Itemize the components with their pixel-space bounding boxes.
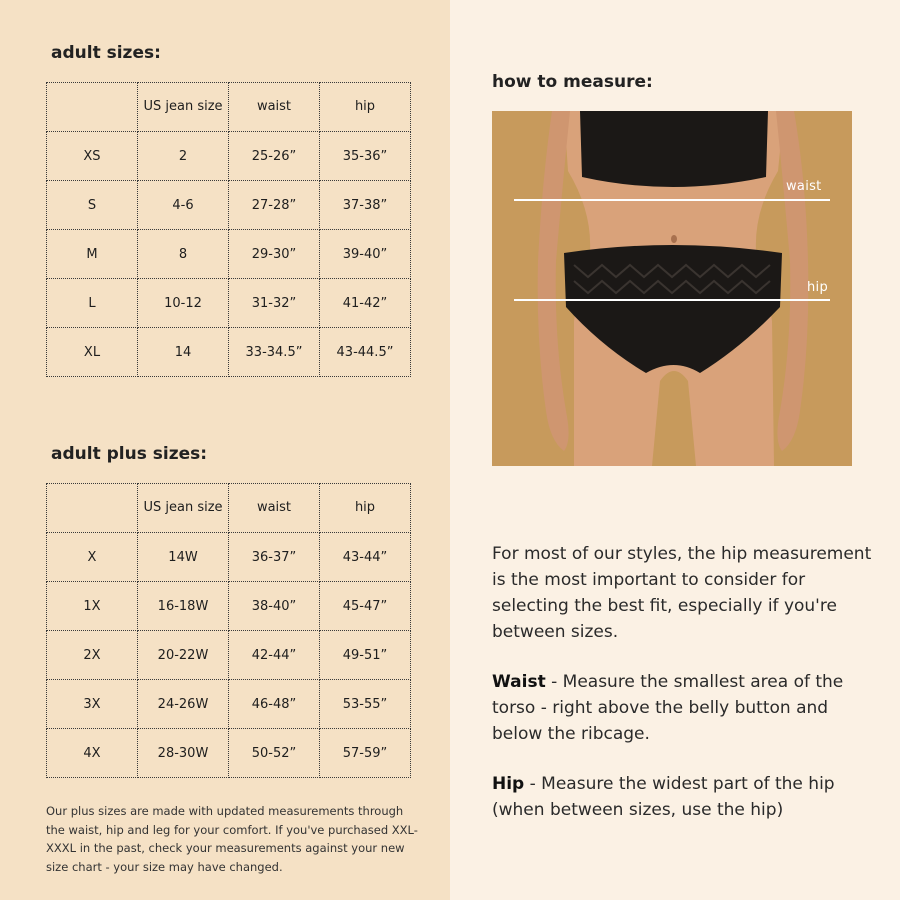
waist-cell: 31-32” bbox=[229, 279, 320, 328]
header-cell-hip: hip bbox=[320, 484, 411, 533]
size-cell: 4X bbox=[47, 729, 138, 778]
waist-cell: 46-48” bbox=[229, 680, 320, 729]
waist-cell: 27-28” bbox=[229, 181, 320, 230]
table-row bbox=[47, 680, 411, 729]
table-header-row bbox=[47, 484, 411, 533]
table-row bbox=[47, 181, 411, 230]
hip-instruction bbox=[492, 771, 872, 823]
header-cell-size bbox=[47, 83, 138, 132]
waist-cell: 50-52” bbox=[229, 729, 320, 778]
hip-cell: 39-40” bbox=[320, 230, 411, 279]
size-cell: XS bbox=[47, 132, 138, 181]
hip-cell: 41-42” bbox=[320, 279, 411, 328]
hip-cell: 45-47” bbox=[320, 582, 411, 631]
jean-size-cell: 14 bbox=[138, 328, 229, 377]
hip-cell: 43-44.5” bbox=[320, 328, 411, 377]
plus-size-footnote: Our plus sizes are made with updated measurements through the waist, hip and leg for your comfort. If you've purchased XXL-XXXL in the past, check your measurements against your new size chart - your size may have changed. bbox=[46, 804, 418, 874]
jean-size-cell: 10-12 bbox=[138, 279, 229, 328]
hip-measure-line bbox=[514, 299, 830, 301]
size-cell: M bbox=[47, 230, 138, 279]
waist-cell: 38-40” bbox=[229, 582, 320, 631]
hip-cell: 53-55” bbox=[320, 680, 411, 729]
plus-size-table bbox=[46, 483, 411, 778]
hip-description: - Measure the widest part of the hip (when between sizes, use the hip) bbox=[492, 774, 835, 820]
size-cell: X bbox=[47, 533, 138, 582]
header-cell-jean-size: US jean size bbox=[138, 484, 229, 533]
hip-cell: 57-59” bbox=[320, 729, 411, 778]
hip-cell: 43-44” bbox=[320, 533, 411, 582]
size-cell: 3X bbox=[47, 680, 138, 729]
table-row bbox=[47, 631, 411, 680]
header-cell-waist: waist bbox=[229, 484, 320, 533]
measurement-photo bbox=[492, 111, 852, 466]
header-cell-waist: waist bbox=[229, 83, 320, 132]
size-cell: S bbox=[47, 181, 138, 230]
waist-cell: 29-30” bbox=[229, 230, 320, 279]
hip-label: hip bbox=[807, 280, 829, 295]
jean-size-cell: 2 bbox=[138, 132, 229, 181]
plus-sizes-title: adult plus sizes: bbox=[51, 444, 208, 464]
model-figure-illustration bbox=[492, 111, 852, 466]
jean-size-cell: 4-6 bbox=[138, 181, 229, 230]
table-row bbox=[47, 729, 411, 778]
table-row bbox=[47, 279, 411, 328]
waist-instruction bbox=[492, 669, 872, 747]
waist-description: - Measure the smallest area of the torso - right above the belly button and below the ribcage. bbox=[492, 672, 844, 744]
waist-cell: 42-44” bbox=[229, 631, 320, 680]
jean-size-cell: 16-18W bbox=[138, 582, 229, 631]
jean-size-cell: 20-22W bbox=[138, 631, 229, 680]
jean-size-cell: 14W bbox=[138, 533, 229, 582]
header-cell-size bbox=[47, 484, 138, 533]
waist-label: waist bbox=[786, 179, 822, 194]
header-cell-jean-size: US jean size bbox=[138, 83, 229, 132]
hip-cell: 49-51” bbox=[320, 631, 411, 680]
table-row bbox=[47, 230, 411, 279]
table-row bbox=[47, 328, 411, 377]
size-cell: XL bbox=[47, 328, 138, 377]
waist-term: Waist bbox=[492, 672, 546, 692]
size-cell: 1X bbox=[47, 582, 138, 631]
hip-cell: 35-36” bbox=[320, 132, 411, 181]
waist-cell: 25-26” bbox=[229, 132, 320, 181]
size-cell: 2X bbox=[47, 631, 138, 680]
adult-sizes-title: adult sizes: bbox=[51, 43, 161, 63]
hip-cell: 37-38” bbox=[320, 181, 411, 230]
size-cell: L bbox=[47, 279, 138, 328]
table-header-row bbox=[47, 83, 411, 132]
jean-size-cell: 28-30W bbox=[138, 729, 229, 778]
waist-measure-line bbox=[514, 199, 830, 201]
table-row bbox=[47, 582, 411, 631]
table-row bbox=[47, 132, 411, 181]
jean-size-cell: 24-26W bbox=[138, 680, 229, 729]
how-to-measure-title: how to measure: bbox=[492, 72, 653, 92]
measure-intro-text: For most of our styles, the hip measurement is the most important to consider for selecting the best fit, especially if you're between sizes. bbox=[492, 544, 872, 642]
table-row bbox=[47, 533, 411, 582]
waist-cell: 36-37” bbox=[229, 533, 320, 582]
jean-size-cell: 8 bbox=[138, 230, 229, 279]
adult-size-table bbox=[46, 82, 411, 377]
waist-cell: 33-34.5” bbox=[229, 328, 320, 377]
hip-term: Hip bbox=[492, 774, 525, 794]
header-cell-hip: hip bbox=[320, 83, 411, 132]
